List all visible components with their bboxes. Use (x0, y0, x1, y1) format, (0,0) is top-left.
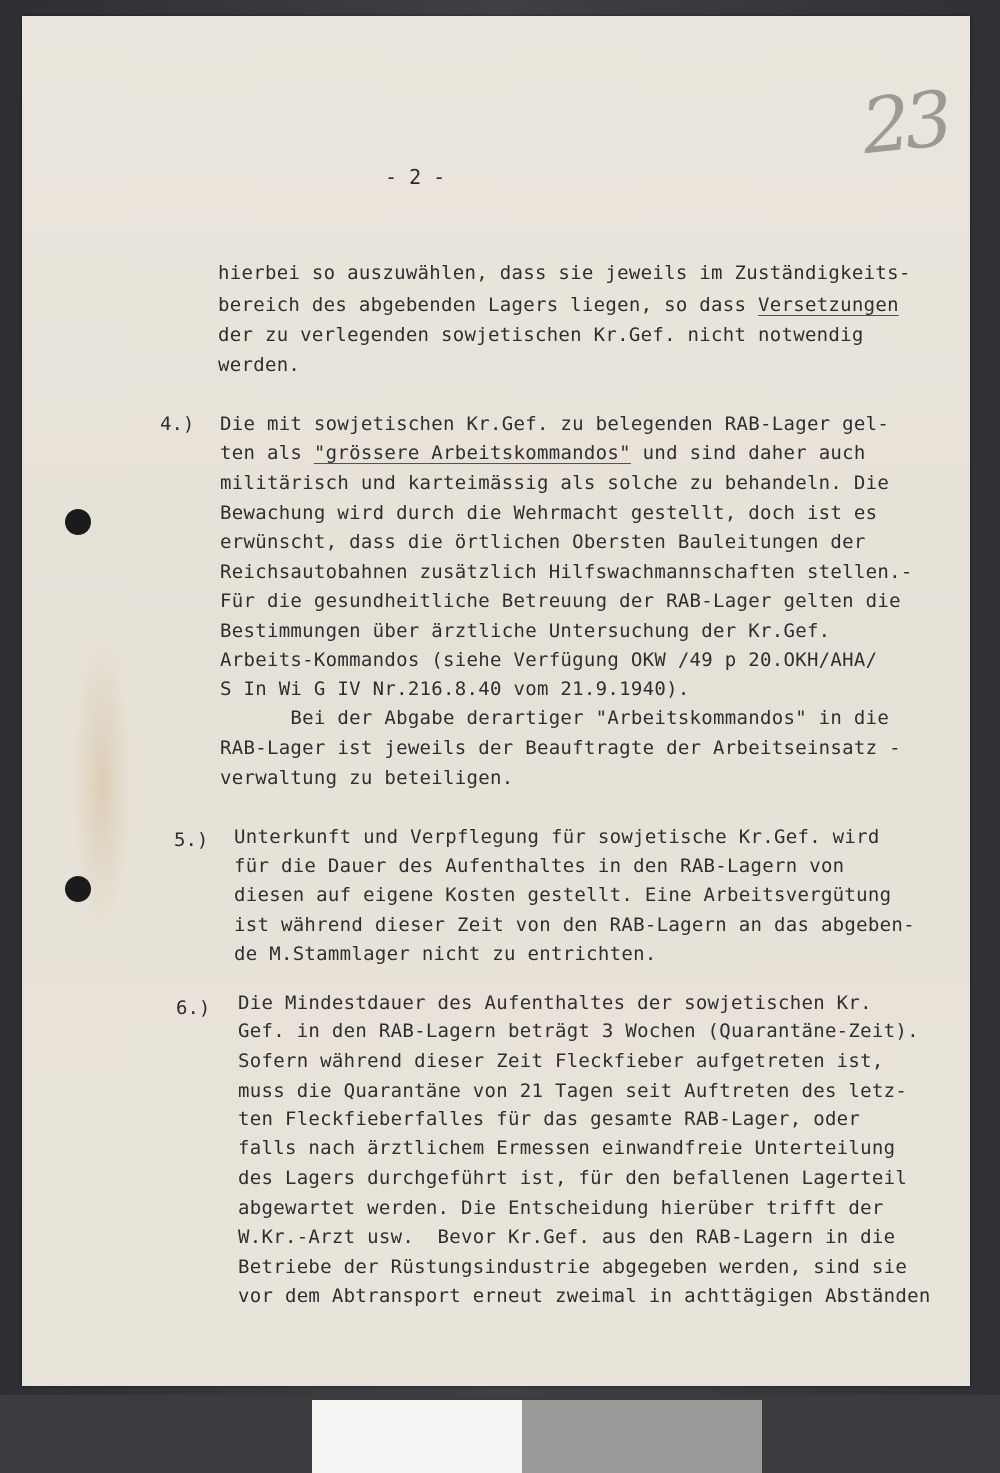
section-4-line: Reichsautobahnen zusätzlich Hilfswachmannschaften stellen.- (220, 561, 913, 583)
section-6-number: 6.) (176, 997, 211, 1019)
intro-line-text: bereich des abgebenden Lagers liegen, so dass (218, 294, 758, 316)
section-6-line: falls nach ärztlichem Ermessen einwandfreie Unterteilung (238, 1137, 896, 1159)
section-4-line-text: ten als (220, 442, 314, 464)
section-5-line: de M.Stammlager nicht zu entrichten. (234, 943, 657, 965)
section-6-line: des Lagers durchgeführt ist, für den befallenen Lagerteil (238, 1167, 908, 1189)
page-number: - 2 - (385, 165, 446, 189)
section-6-line: muss die Quarantäne von 21 Tagen seit Auftreten des letz- (238, 1080, 908, 1102)
section-6-line: Gef. in den RAB-Lagern beträgt 3 Wochen (Quarantäne-Zeit). (238, 1020, 919, 1042)
section-4-line: Für die gesundheitliche Betreuung der RAB-Lager gelten die (220, 590, 901, 612)
section-4-line (220, 442, 866, 464)
section-4-line: verwaltung zu beteiligen. (220, 767, 514, 789)
section-4-line: RAB-Lager ist jeweils der Beauftragte der Arbeitseinsatz - (220, 737, 901, 759)
section-4-line: S In Wi G IV Nr.216.8.40 vom 21.9.1940). (220, 678, 690, 700)
section-4-underlined-phrase: "grössere Arbeitskommandos" (313, 442, 631, 464)
section-4-number: 4.) (160, 413, 195, 435)
section-4-line: Bei der Abgabe derartiger "Arbeitskommandos" in die (220, 707, 890, 729)
section-6-line: W.Kr.-Arzt usw. Bevor Kr.Gef. aus den RAB-Lagern in die (238, 1226, 896, 1248)
punch-hole-top (65, 509, 91, 535)
section-4-line: militärisch und karteimässig als solche zu behandeln. Die (220, 472, 890, 494)
section-5-number: 5.) (174, 829, 209, 851)
intro-line: hierbei so auszuwählen, dass sie jeweils im Zuständigkeits- (218, 262, 911, 284)
section-6-line: ten Fleckfieberfalles für das gesamte RAB-Lager, oder (238, 1108, 861, 1130)
section-4-line-rest: und sind daher auch (630, 442, 866, 464)
section-5-line: für die Dauer des Aufenthaltes in den RAB-Lagern von (234, 855, 845, 877)
section-5-line: ist während dieser Zeit von den RAB-Lagern an das abgeben- (234, 914, 915, 936)
section-4-line: Die mit sowjetischen Kr.Gef. zu belegenden RAB-Lager gel- (220, 413, 890, 435)
section-4-line: Arbeits-Kommandos (siehe Verfügung OKW /49 p 20.OKH/AHA/ (220, 649, 878, 671)
section-4-line: Bestimmungen über ärztliche Untersuchung der Kr.Gef. (220, 620, 831, 642)
section-6-line: vor dem Abtransport erneut zweimal in achttägigen Abständen (238, 1285, 931, 1307)
section-4-line: Bewachung wird durch die Wehrmacht gestellt, doch ist es (220, 502, 878, 524)
section-6-line: Betriebe der Rüstungsindustrie abgegeben werden, sind sie (238, 1256, 908, 1278)
intro-underlined-word: Versetzungen (758, 294, 899, 316)
section-6-line: Sofern während dieser Zeit Fleckfieber aufgetreten ist, (238, 1050, 884, 1072)
intro-line (218, 294, 899, 316)
punch-hole-bottom (65, 876, 91, 902)
section-5-line: Unterkunft und Verpflegung für sowjetische Kr.Gef. wird (234, 826, 880, 848)
calibration-white-card (312, 1400, 522, 1473)
section-6-line: abgewartet werden. Die Entscheidung hierüber trifft der (238, 1197, 884, 1219)
archive-mark: 23 (857, 73, 952, 172)
calibration-gray-card (522, 1400, 762, 1473)
intro-line: werden. (218, 354, 301, 376)
section-6-line: Die Mindestdauer des Aufenthaltes der sowjetischen Kr. (238, 992, 872, 1014)
section-5-line: diesen auf eigene Kosten gestellt. Eine Arbeitsvergütung (234, 884, 892, 906)
intro-line: der zu verlegenden sowjetischen Kr.Gef. nicht notwendig (218, 324, 864, 346)
section-4-line: erwünscht, dass die örtlichen Obersten Bauleitungen der (220, 531, 866, 553)
